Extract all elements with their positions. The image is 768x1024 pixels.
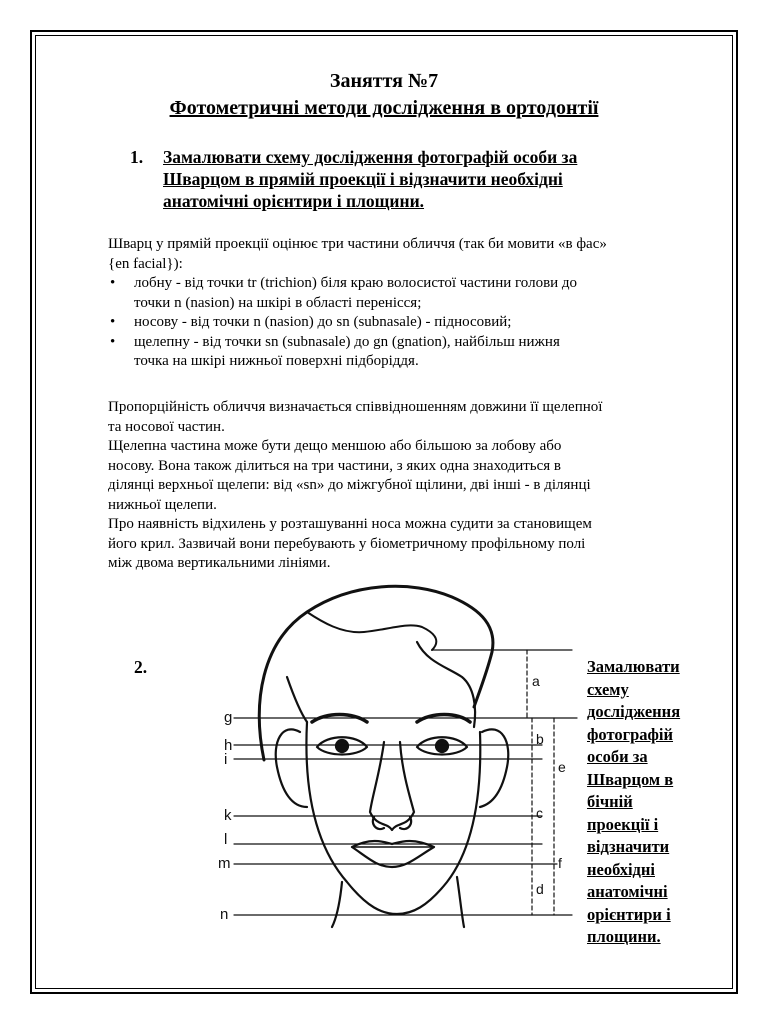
list-item	[108, 333, 718, 372]
page-subtitle: Фотометричні методи дослідження в ортодонтії	[169, 97, 599, 119]
body-line: нижньої щелепи.	[108, 496, 217, 513]
list-item-line: точки n (nasion) на шкірі в області перенісся;	[134, 294, 422, 311]
task-2-line: анатомічні	[587, 882, 668, 901]
task-2-line: відзначити	[587, 837, 670, 856]
task-2-line: площини.	[587, 927, 661, 946]
label-i: i	[224, 751, 228, 768]
task-2-line: дослідження	[587, 702, 681, 721]
intro-line: Шварц у прямій проекції оцінює три частини обличчя (так би мовити «в фас»	[108, 236, 607, 252]
body-line: між двома вертикальними лініями.	[108, 555, 331, 571]
body-paragraphs	[108, 398, 718, 574]
list-item-line: • носову - від точки n (nasion) до sn (subnasale) - підносовий;	[134, 314, 512, 330]
task-2-line: бічній	[587, 792, 633, 811]
label-a: a	[532, 673, 540, 689]
label-n: n	[220, 906, 229, 923]
task-2-line: Замалювати	[587, 657, 680, 676]
task-1-number: 1.	[130, 147, 144, 167]
list-item	[108, 274, 718, 313]
label-c: c	[536, 805, 543, 821]
label-f: f	[558, 855, 562, 871]
body-line: Щелепна частина може бути дещо меншою або більшою за лобову або	[108, 438, 562, 454]
label-g: g	[224, 709, 233, 726]
list-item	[108, 313, 718, 333]
label-b: b	[536, 731, 544, 747]
list-item-line: • щелепну - від точки sn (subnasale) до gn (gnation), найбільш нижня	[134, 333, 560, 350]
body-line: Про наявність відхилень у розташуванні носа можна судити за становищем	[108, 516, 592, 532]
label-e: e	[558, 759, 566, 775]
task-1-line: Замалювати схему дослідження фотографій особи за	[163, 147, 578, 167]
task-2-line: Шварцом в	[587, 769, 674, 789]
intro-line: {en facial}):	[108, 255, 183, 272]
label-h: h	[224, 737, 233, 754]
task-2-line: проекції і	[587, 814, 659, 834]
body-line: та носової частин.	[108, 418, 225, 435]
label-m: m	[218, 855, 231, 872]
face-diagram	[212, 582, 582, 932]
task-1-line: Шварцом в прямій проекції і відзначити необхідні	[163, 169, 563, 189]
body-line: Пропорційність обличчя визначається співвідношенням довжини її щелепної	[108, 399, 603, 415]
task-1-text	[163, 146, 683, 212]
intro-paragraph	[108, 235, 718, 274]
task-2-line: необхідні	[587, 859, 655, 879]
label-k: k	[224, 807, 232, 824]
task-2-text	[587, 656, 717, 949]
task-1-line: анатомічні орієнтири і площини.	[163, 191, 425, 211]
list-item-line: точка на шкірі нижньої поверхні підборіддя.	[134, 353, 419, 369]
list-item-line: • лобну - від точки tr (trichion) біля краю волосистої частини голови до	[134, 275, 578, 291]
task-2-line: фотографій	[587, 724, 674, 744]
task-2-number: 2.	[134, 657, 148, 677]
body-line: носову. Вона також ділиться на три частини, з яких одна знаходиться в	[108, 457, 562, 474]
task-2-line: особи за	[587, 747, 648, 766]
page-title: Заняття №7	[329, 70, 439, 92]
body-line: ділянці верхньої щелепи: від «sn» до міжгубної щілини, дві інші - в ділянці	[108, 477, 591, 493]
task-2-line: орієнтири і	[587, 904, 671, 924]
face-parts-list	[108, 274, 718, 372]
label-d: d	[536, 881, 544, 897]
task-2-line: схему	[587, 679, 629, 699]
body-line: його крил. Зазвичай вони перебувають у біометричному профільному полі	[108, 535, 586, 552]
label-l: l	[224, 831, 228, 848]
